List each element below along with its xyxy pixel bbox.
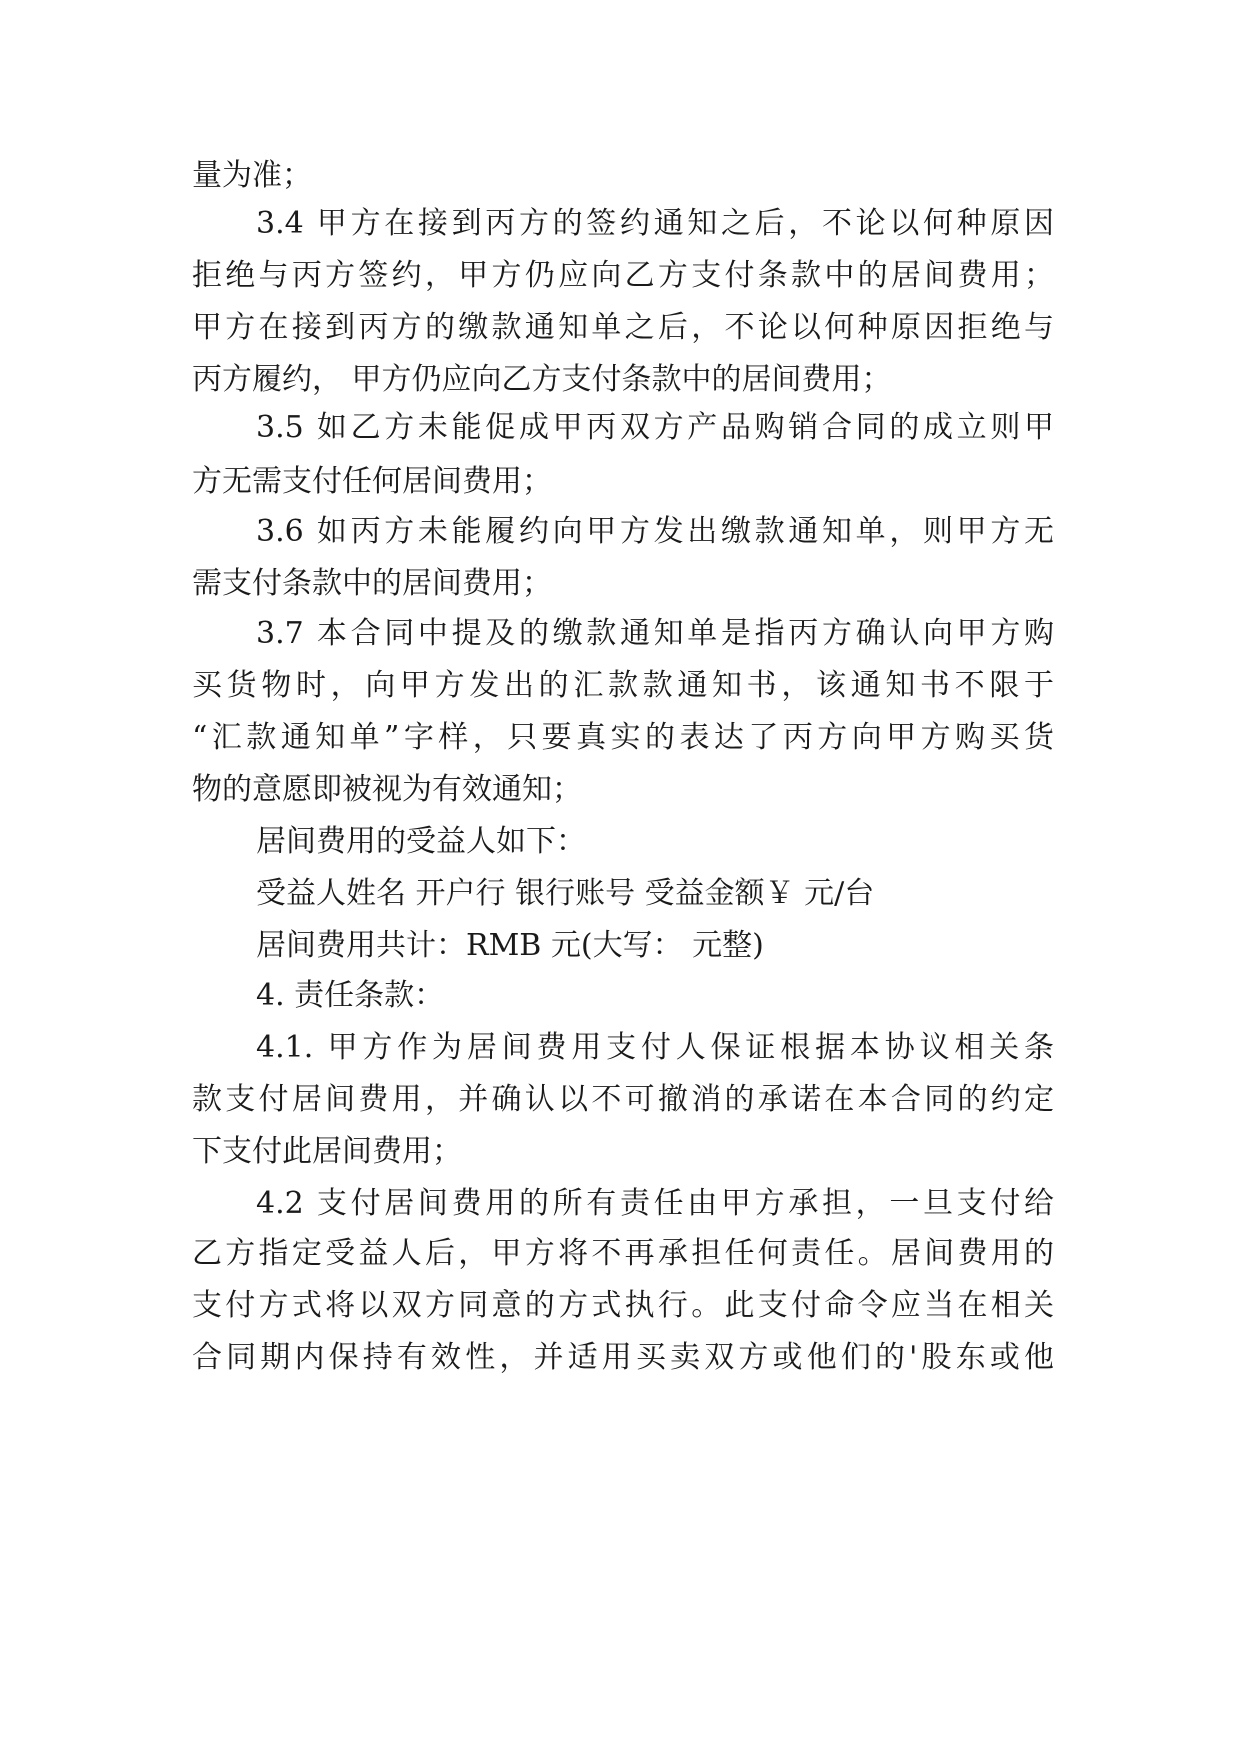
text-line: 3.5 如乙方未能促成甲丙双方产品购销合同的成立则甲 (256, 410, 1054, 445)
text-line: 3.7 本合同中提及的缴款通知单是指丙方确认向甲方购 (256, 616, 1054, 651)
text-line: 买货物时，向甲方发出的汇款款通知书，该通知书不限于 (192, 668, 1054, 703)
text-line: 4.2 支付居间费用的所有责任由甲方承担，一旦支付给 (256, 1186, 1054, 1221)
text-line: 4.1. 甲方作为居间费用支付人保证根据本协议相关条 (256, 1030, 1054, 1065)
text-line: 居间费用的受益人如下： (256, 824, 586, 859)
text-line: 款支付居间费用，并确认以不可撤消的承诺在本合同的约定 (192, 1082, 1054, 1117)
text-line: 3.4 甲方在接到丙方的签约通知之后，不论以何种原因 (256, 206, 1054, 241)
text-line: 3.6 如丙方未能履约向甲方发出缴款通知单，则甲方无 (256, 514, 1054, 549)
text-line: 拒绝与丙方签约，甲方仍应向乙方支付条款中的居间费用； (192, 258, 1054, 293)
text-line: 甲方在接到丙方的缴款通知单之后，不论以何种原因拒绝与 (192, 310, 1054, 345)
text-line: 乙方指定受益人后，甲方将不再承担任何责任。居间费用的 (192, 1236, 1054, 1271)
text-line: “汇款通知单”字样，只要真实的表达了丙方向甲方购买货 (192, 720, 1054, 755)
text-line: 支付方式将以双方同意的方式执行。此支付命令应当在相关 (192, 1288, 1054, 1323)
section-heading: 4. 责任条款： (256, 978, 445, 1013)
text-line: 居间费用共计：RMB 元(大写： 元整) (256, 928, 764, 963)
text-line: 丙方履约， 甲方仍应向乙方支付条款中的居间费用； (192, 362, 892, 397)
text-line: 受益人姓名 开户行 银行账号 受益金额￥ 元/台 (256, 876, 875, 911)
text-line: 下支付此居间费用； (192, 1134, 462, 1169)
text-line: 需支付条款中的居间费用； (192, 566, 552, 601)
text-line: 方无需支付任何居间费用； (192, 464, 552, 499)
text-line: 合同期内保持有效性，并适用买卖双方或他们的'股东或他 (192, 1340, 1054, 1375)
text-line: 量为准； (192, 158, 312, 193)
text-line: 物的意愿即被视为有效通知； (192, 772, 582, 807)
